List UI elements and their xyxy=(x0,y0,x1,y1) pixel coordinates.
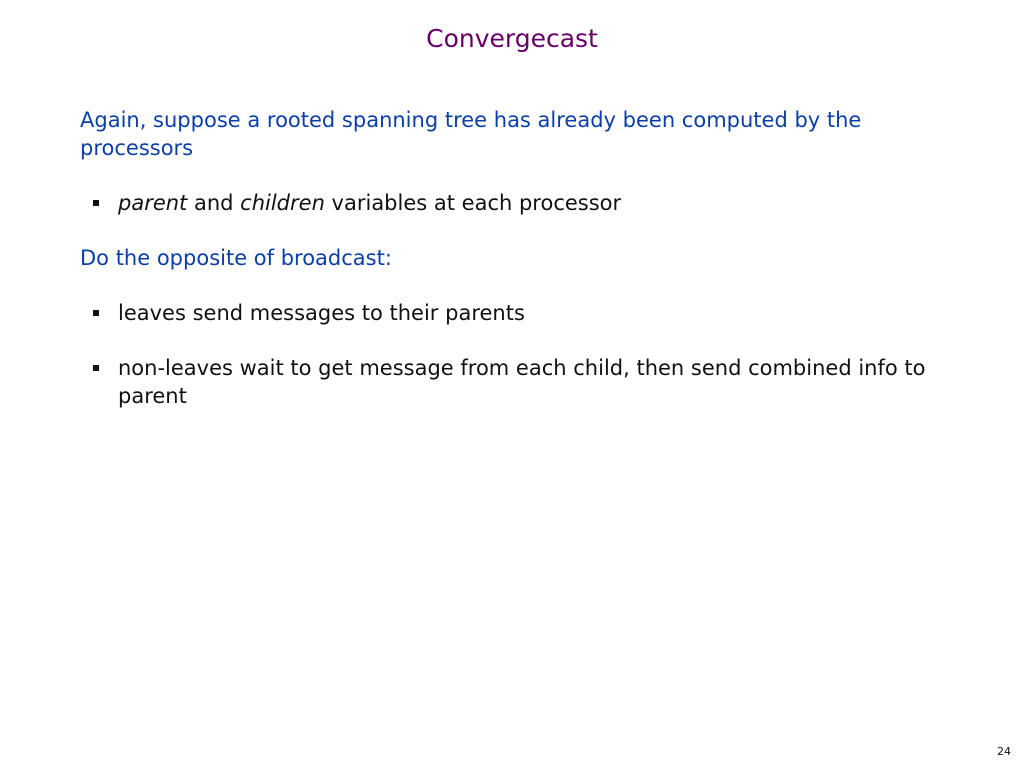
connector-text: and xyxy=(187,191,241,215)
non-leaves-step-text: non-leaves wait to get message from each child, then send combined info to parent xyxy=(118,356,926,408)
opposite-broadcast-heading: Do the opposite of broadcast: xyxy=(80,246,392,270)
variables-rest-text: variables at each processor xyxy=(324,191,622,215)
intro-paragraph: Again, suppose a rooted spanning tree has already been computed by the processors xyxy=(80,108,862,160)
variables-bullet-list xyxy=(80,189,960,217)
parent-term: parent xyxy=(118,191,188,215)
convergecast-steps-list xyxy=(80,299,960,410)
square-bullet-icon xyxy=(93,310,99,316)
square-bullet-icon xyxy=(93,365,99,371)
list-item-variables xyxy=(80,189,960,217)
square-bullet-icon xyxy=(93,200,99,206)
leaves-step-text: leaves send messages to their parents xyxy=(118,301,525,325)
slide-content xyxy=(80,106,960,437)
list-item-leaves xyxy=(80,299,960,327)
slide-title: Convergecast xyxy=(426,24,598,53)
list-item-non-leaves xyxy=(80,354,960,410)
page-number: 24 xyxy=(997,745,1011,758)
children-term: children xyxy=(240,191,325,215)
